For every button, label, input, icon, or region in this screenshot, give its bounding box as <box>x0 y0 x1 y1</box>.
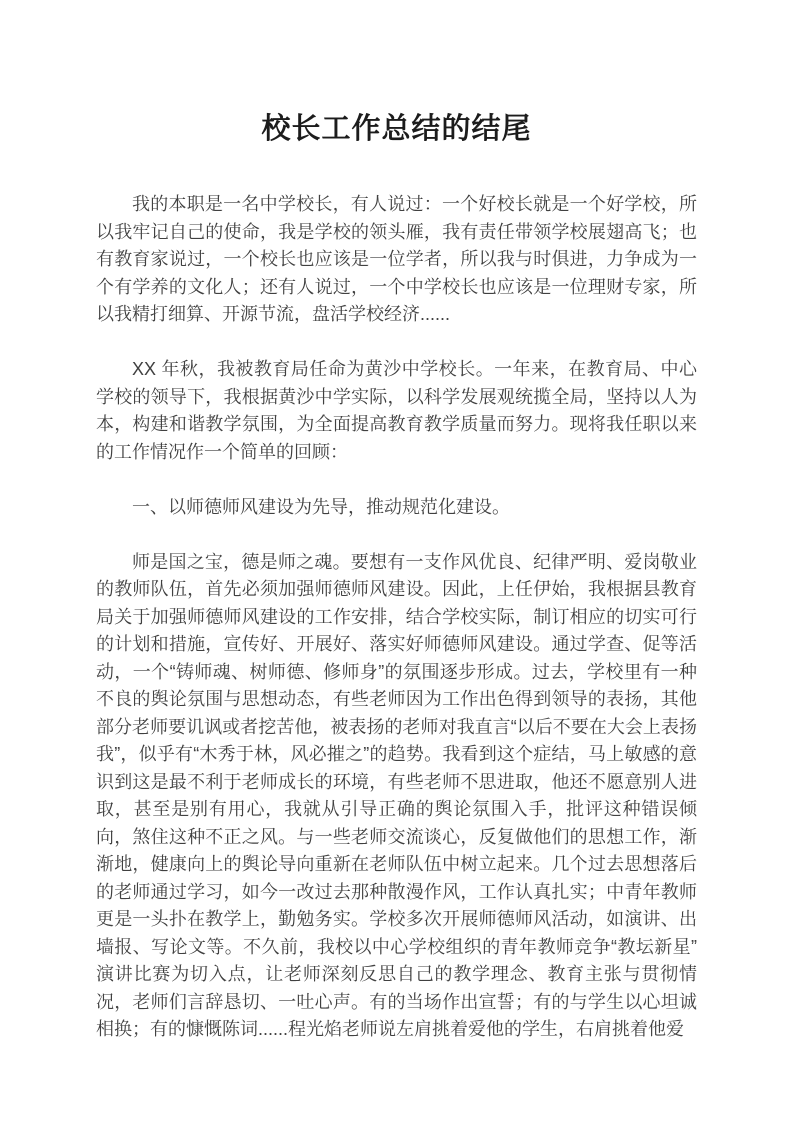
paragraph-appointment: XX 年秋，我被教育局任命为黄沙中学校长。一年来，在教育局、中心学校的领导下，我根据黄沙中学实际，以科学发展观统揽全局，坚持以人为本，构建和谐教学氛围，为全面提高教育教学质量而努力。现将我任职以来的工作情况作一个简单的回顾： <box>96 359 697 462</box>
paragraph-intro: 我的本职是一名中学校长，有人说过：一个好校长就是一个好学校，所以我牢记自己的使命，我是学校的领头雁，我有责任带领学校展翅高飞；也有教育家说过，一个校长也应该是一位学者，所以我与时俱进，力争成为一个有学养的文化人；还有人说过，一个中学校长也应该是一位理财专家，所以我精打细算、开源节流，盘活学校经济...... <box>96 194 697 324</box>
section-heading-1: 一、以师德师风建设为先导，推动规范化建设。 <box>132 496 510 517</box>
paragraph-shide-shifeng: 师是国之宝，德是师之魂。要想有一支作风优良、纪律严明、爱岗敬业的教师队伍，首先必须加强师德师风建设。因此，上任伊始，我根据县教育局关于加强师德师风建设的工作安排，结合学校实际，制订相应的切实可行的计划和措施，宣传好、开展好、落实好师德师风建设。通过学查、促等活动，一个“铸师魂、树师德、修师身”的氛围逐步形成。过去，学校里有一种不良的舆论氛围与思想动态，有些老师因为工作出色得到领导的表扬，其他部分老师要讥讽或者挖苦他，被表扬的老师对我直言“以后不要在大会上表扬我”，似乎有“木秀于林，风必摧之”的趋势。我看到这个症结，马上敏感的意识到这是最不利于老师成长的环境，有些老师不思进取，他还不愿意别人进取，甚至是别有用心，我就从引导正确的舆论氛围入手，批评这种错误倾向，煞住这种不正之风。与一些老师交流谈心，反复做他们的思想工作，渐渐地，健康向上的舆论导向重新在老师队伍中树立起来。几个过去思想落后的老师通过学习，如今一改过去那种散漫作风，工作认真扎实；中青年教师更是一头扑在教学上，勤勉务实。学校多次开展师德师风活动，如演讲、出墙报、写论文等。不久前，我校以中心学校组织的青年教师竞争“教坛新星”演讲比赛为切入点，让老师深刻反思自己的教学理念、教育主张与贯彻情况，老师们言辞恳切、一吐心声。有的当场作出宣誓；有的与学生以心坦诚相换；有的慷慨陈词......程光焰老师说左肩挑着爱他的学生，右肩挑着他爱 <box>96 551 697 1039</box>
document-title: 校长工作总结的结尾 <box>261 113 532 145</box>
